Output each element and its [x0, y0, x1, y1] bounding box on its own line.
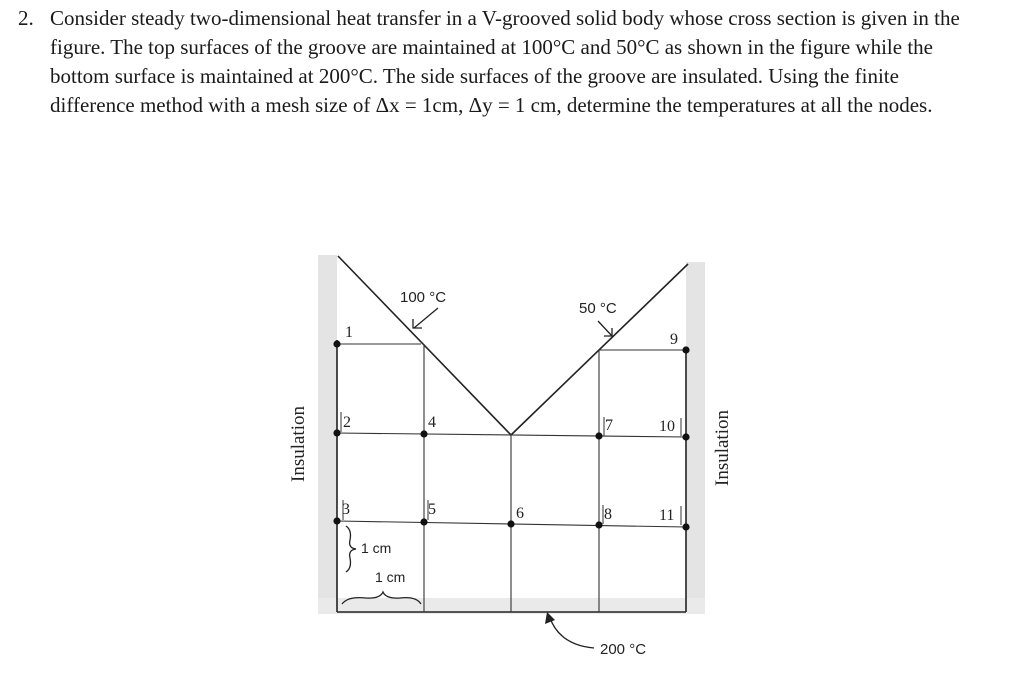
node-label-10: 10	[659, 418, 675, 435]
node-label-11: 11	[659, 507, 675, 524]
left-surface-temp: 100 °C	[400, 289, 447, 306]
node-dot-6	[507, 520, 514, 527]
node-label-6: 6	[516, 505, 524, 522]
node-dot-5	[420, 518, 427, 525]
node-dot-10	[682, 433, 689, 440]
node-dot-7	[595, 432, 602, 439]
bottom-temp-arrow	[550, 618, 594, 648]
node-label-9: 9	[670, 331, 678, 348]
right-temp-arrow	[598, 321, 612, 336]
left-temp-arrow	[414, 308, 438, 328]
node-dot-1	[333, 340, 340, 347]
node-label-3: 3	[342, 501, 350, 518]
node-label-2: 2	[343, 414, 351, 431]
dy-label: 1 cm	[361, 540, 392, 556]
node-dot-9	[682, 346, 689, 353]
dy-brace	[346, 526, 356, 572]
problem-number: 2.	[18, 6, 34, 30]
bottom-surface-temp: 200 °C	[600, 641, 647, 658]
node-dot-4	[420, 430, 427, 437]
node-label-5: 5	[428, 501, 436, 518]
node-dot-3	[333, 517, 340, 524]
right-insulation-label: Insulation	[712, 410, 733, 486]
node-dot-11	[682, 523, 689, 530]
right-surface-temp: 50 °C	[579, 300, 617, 317]
node-dot-8	[595, 521, 602, 528]
problem-text: Consider steady two-dimensional heat transfer in a V-grooved solid body whose cross section is given in the figure. The top surfaces of the groove are maintained at 100°C and 50°C as shown in the figure while the bottom surface is maintained at 200°C. The side surfaces of the groove are insulated. Using the finite difference method with a mesh size of Δx = 1cm, Δy = 1 cm, determine the temperatures at all the nodes.	[50, 6, 960, 117]
node-label-7: 7	[605, 417, 613, 434]
left-insulation-label: Insulation	[288, 406, 309, 482]
node-label-4: 4	[428, 414, 436, 431]
left-temp-arrowhead	[413, 319, 422, 328]
node-label-1: 1	[345, 324, 353, 341]
node-label-8: 8	[604, 506, 612, 523]
node-dot-2	[333, 429, 340, 436]
dx-label: 1 cm	[375, 569, 406, 585]
